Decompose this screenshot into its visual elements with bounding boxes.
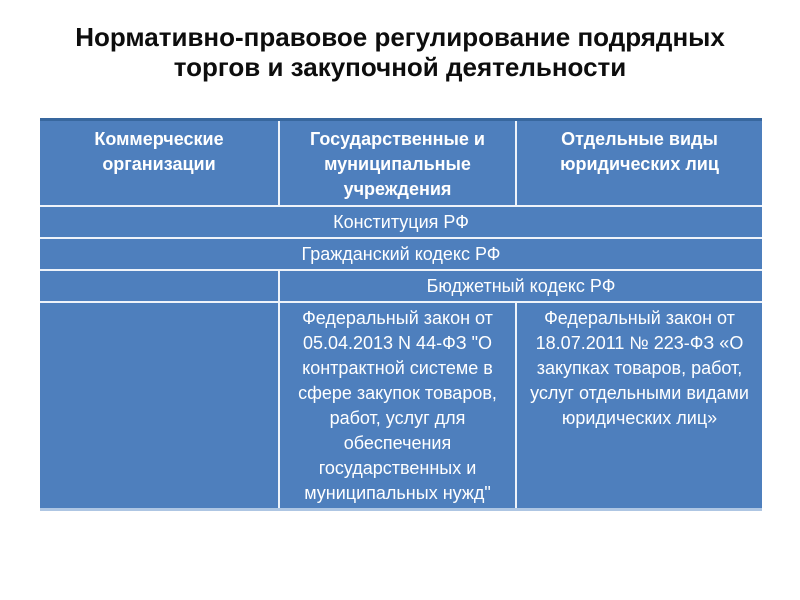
cell-budget-code: Бюджетный кодекс РФ: [280, 271, 762, 303]
column-header-legal-entities: Отдельные виды юридических лиц: [517, 121, 762, 207]
table-row-civil-code: [40, 239, 762, 271]
cell-civil-code: Гражданский кодекс РФ: [40, 239, 762, 271]
cell-empty-commercial-budget: [40, 271, 280, 303]
slide-title: Нормативно-правовое регулирование подрядных торгов и закупочной деятельности: [75, 22, 725, 82]
table-row-constitution: [40, 207, 762, 239]
table-row-budget-code: [40, 271, 762, 303]
column-header-state-municipal: Государственные и муниципальные учреждения: [280, 121, 517, 207]
cell-empty-commercial-laws: [40, 303, 280, 508]
table-row-federal-laws: [40, 303, 762, 508]
column-header-commercial-orgs: Коммерческие организации: [40, 121, 280, 207]
table-header-row: [40, 121, 762, 207]
cell-constitution: Конституция РФ: [40, 207, 762, 239]
cell-law-223fz: Федеральный закон от 18.07.2011 № 223-ФЗ «О закупках товаров, работ, услуг отдельными видами юридических лиц»: [517, 303, 762, 508]
regulation-table: [40, 118, 762, 511]
cell-law-44fz: Федеральный закон от 05.04.2013 N 44-ФЗ "О контрактной системе в сфере закупок товаров, работ, услуг для обеспечения государственных и муниципальных нужд": [280, 303, 517, 508]
